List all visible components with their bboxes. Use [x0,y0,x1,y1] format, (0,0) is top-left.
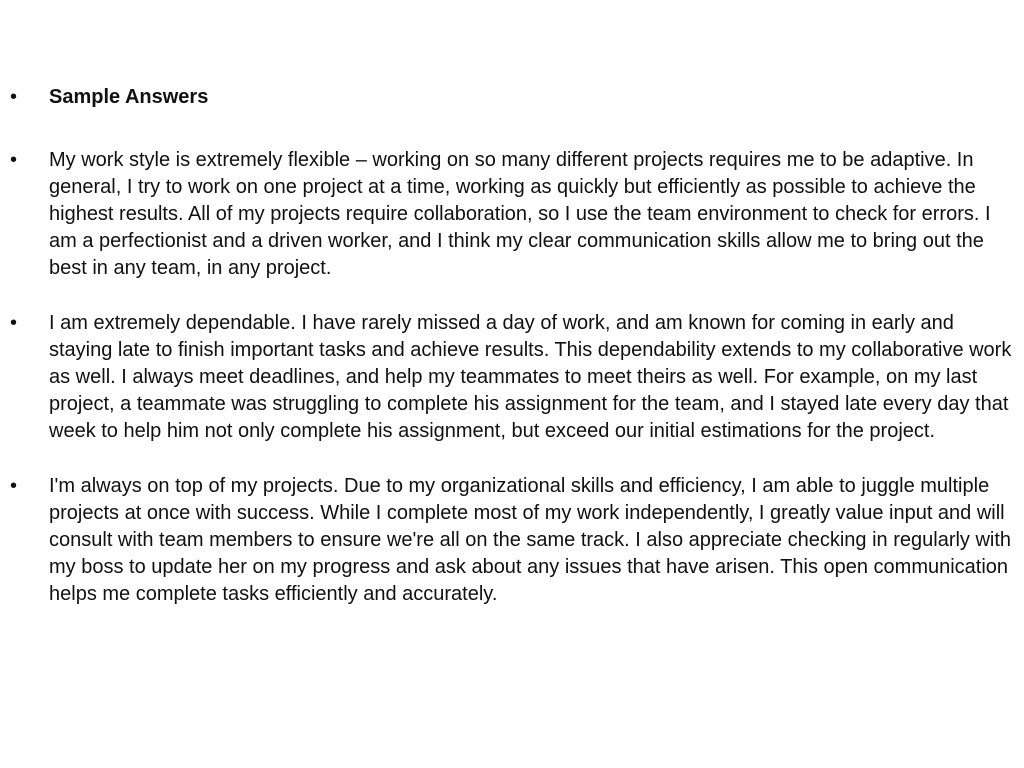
paragraph-dependability: I am extremely dependable. I have rarely missed a day of work, and am known for coming in early and staying late to finish important tasks and achieve results. This dependability extends to my collaborative work as well. I always meet deadlines, and help my teammates to meet theirs as well. For example, on my last project, a teammate was struggling to complete his assignment for the team, and I stayed late every day that week to help him not only complete his assignment, but exceed our initial estimations for the project. [49,312,1012,442]
bullet-list [8,84,1016,636]
bullet-item-heading [8,84,1016,111]
slide-heading: Sample Answers [49,86,209,108]
bullet-item [8,147,1016,282]
bullet-item [8,473,1016,608]
paragraph-organization: I'm always on top of my projects. Due to my organizational skills and efficiency, I am able to juggle multiple projects at once with success. While I complete most of my work independently, I greatly value input and will consult with team members to ensure we're all on the same track. I also appreciate checking in regularly with my boss to update her on my progress and ask about any issues that have arisen. This open communication helps me complete tasks efficiently and accurately. [49,475,1012,605]
bullet-icon: • [10,149,18,171]
bullet-icon: • [10,86,18,108]
paragraph-work-style: My work style is extremely flexible – working on so many different projects requires me to be adaptive. In general, I try to work on one project at a time, working as quickly but efficiently as possible to achieve the highest results. All of my projects require collaboration, so I use the team environment to check for errors. I am a perfectionist and a driven worker, and I think my clear communication skills allow me to bring out the best in any team, in any project. [49,149,991,279]
bullet-icon: • [10,312,18,334]
bullet-item [8,310,1016,445]
bullet-icon: • [10,475,18,497]
